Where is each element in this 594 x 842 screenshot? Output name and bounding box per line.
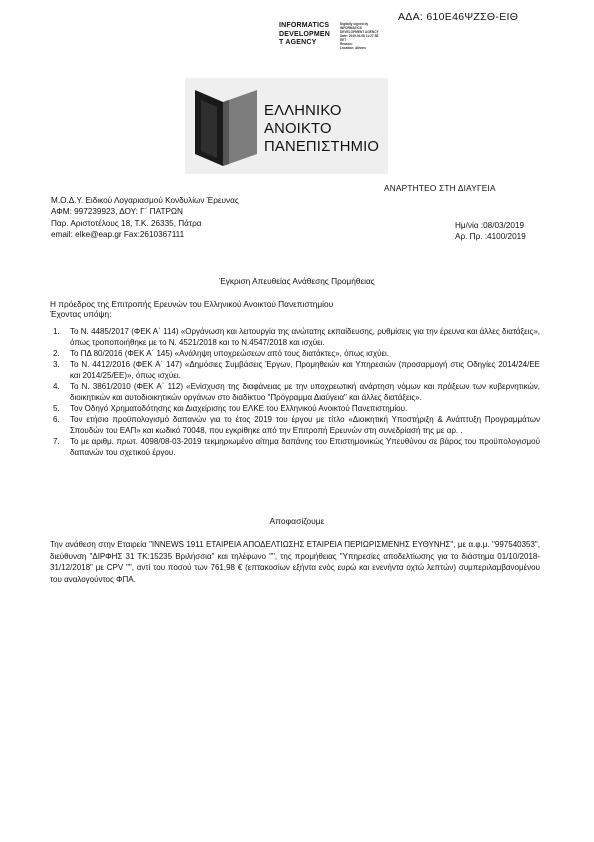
decision-heading: Αποφασίζουμε bbox=[269, 516, 325, 526]
decision-text: Την ανάθεση στην Εταιρεία "INNEWS 1911 ΕΤΑΙΡΕΙΑ ΑΠΟΔΕΛΤΙΩΣΗΣ ΕΤΑΙΡΕΙΑ ΠΕΡΙΩΡΙΣΜΕΝΗΣ ΕΥΘΥΝΗΣ", με α.φ.μ. "997540353", διεύθυνση "ΔΙΡΦΗΣ 31 ΤΚ:15235 Βριλήσσια" και τηλέφωνο "", της προμήθειας "Υπηρεσίες αποδελτίωσης για το διάστημα 01/10/2018-31/12/2018" με CPV "", αντί του ποσού των 761,98 € (επτακοσίων εξήντα ενός ευρώ και ενενήντα οχτώ λεπτών) συμπεριλαμβανομένου του αναλογούντος ΦΠΑ. bbox=[50, 540, 540, 584]
item-text: Τον Οδηγό Χρηματοδότησης και Διαχείρισης του ΕΛΚΕ του Ελληνικού Ανοικτού Πανεπιστημίου. bbox=[70, 404, 408, 413]
signature-details bbox=[340, 22, 390, 50]
signature-detail-line: EET bbox=[340, 38, 347, 42]
item-number: 6. bbox=[53, 415, 60, 424]
signature-detail-line: Digitally signed by bbox=[340, 22, 369, 26]
list-item bbox=[50, 326, 540, 348]
document-date: Ημ/νία :08/03/2019 bbox=[455, 221, 525, 230]
item-text: Το Ν. 4485/2017 (ΦΕΚ Α΄ 114) «Οργάνωση και λειτουργία της ανώτατης εκπαίδευσης, ρυθμίσεις για την έρευνα και άλλες διατάξεις», όπως τροποποιήθηκε με το Ν. 4521/2018 και το Ν.4547/2018 και ισχύει. bbox=[70, 327, 540, 347]
item-number: 5. bbox=[53, 404, 60, 413]
logo-line: ΑΝΟΙΚΤΟ bbox=[264, 121, 332, 137]
sender-line: Μ.Ο.Δ.Υ. Ειδικού Λογαριασμού Κονδυλίων Έρευνας bbox=[51, 196, 239, 205]
list-item bbox=[50, 403, 540, 414]
signature-line: T AGENCY bbox=[279, 39, 317, 46]
intro-line: Έχοντας υπόψη: bbox=[50, 309, 112, 319]
item-text: Το ΠΔ 80/2016 (ΦΕΚ Α΄ 145) «Ανάληψη υποχρεώσεων από τους διατάκτες», όπως ισχύει. bbox=[70, 349, 390, 358]
item-number: 3. bbox=[53, 360, 60, 369]
date-protocol-block bbox=[455, 220, 526, 243]
signature-detail-line: Reason: bbox=[340, 42, 353, 46]
logo-line: ΠΑΝΕΠΙΣΤΗΜΙΟ bbox=[264, 139, 380, 155]
logo-wordmark bbox=[264, 102, 379, 156]
signature-detail-line: INFORMATICS bbox=[340, 26, 362, 30]
ada-code: ΑΔΑ: 610Ε46ΨΖΣΘ-ΕΙΘ bbox=[398, 11, 519, 23]
item-text: Το Ν. 3861/2010 (ΦΕΚ Α΄ 112) «Ενίσχυση της διαφάνειας με την υποχρεωτική ανάρτηση νόμων και πράξεων των κυβερνητικών, διοικητικών και αυτοδιοικητικών οργάνων στο διαδίκτυο "Πρόγραμμα Διαύγεια" και άλλες διατάξεις». bbox=[70, 382, 540, 402]
considerations-list bbox=[50, 326, 540, 458]
logo-emblem-icon bbox=[185, 78, 265, 174]
sender-block bbox=[51, 195, 239, 241]
item-number: 2. bbox=[53, 349, 60, 358]
item-number: 4. bbox=[53, 382, 60, 391]
item-number: 1. bbox=[53, 327, 60, 336]
logo-line: ΕΛΛΗΝΙΚΟ bbox=[264, 103, 342, 119]
publish-note: ΑΝΑΡΤΗΤΕΟ ΣΤΗ ΔΙΑΥΓΕΙΑ bbox=[384, 183, 496, 193]
document-subject: Έγκριση Απευθείας Ανάθεσης Προμήθειας bbox=[219, 276, 375, 286]
signature-detail-line: Date: 2019.03.08 11:27:58 bbox=[340, 34, 379, 38]
item-text: Τον ετήσιο προϋπολογισμό δαπανών για το έτος 2019 του έργου με τίτλο «Διοικητική Υποστήριξη & Ανάπτυξη Προγραμμάτων Σπουδών του ΕΑΠ» και κωδικό 70048, που εγκρίθηκε από την Επιτροπή Ερευνών στη συνεδρίασή της με αρ. . bbox=[70, 415, 540, 435]
list-item bbox=[50, 414, 540, 436]
signature-organization bbox=[279, 22, 339, 48]
signature-detail-line: DEVELOPMENT AGENCY bbox=[340, 30, 379, 34]
signature-line: DEVELOPMEN bbox=[279, 30, 331, 38]
intro-block bbox=[50, 299, 333, 319]
list-item bbox=[50, 359, 540, 381]
item-text: Το με αριθμ. πρωτ. 4098/08-03-2019 τεκμηριωμένο αίτημα δαπάνης του Επιστημονικώς Υπευθύνου σε βάρος του προϋπολογισμού δαπανών του σχετικού έργου. bbox=[70, 437, 540, 457]
sender-line: Παρ. Αριστοτέλους 18, Τ.Κ. 26335, Πάτρα bbox=[51, 218, 202, 228]
signature-detail-line: Location: Athens bbox=[340, 46, 366, 50]
university-logo bbox=[185, 78, 388, 174]
signature-line: INFORMATICS bbox=[279, 22, 330, 29]
protocol-number: Αρ. Πρ. :4100/2019 bbox=[455, 232, 526, 242]
list-item bbox=[50, 381, 540, 403]
list-item bbox=[50, 436, 540, 458]
intro-line: Η πρόεδρος της Επιτροπής Ερευνών του Ελληνικού Ανοικτού Πανεπιστημίου bbox=[50, 299, 334, 309]
item-text: Το Ν. 4412/2016 (ΦΕΚ Α΄ 147) «Δημόσιες Συμβάσεις Έργων, Προμηθειών και Υπηρεσιών (προσαρμογή στις Οδηγίες 2014/24/ΕΕ και 2014/25/ΕΕ)», όπως ισχύει. bbox=[70, 360, 540, 380]
item-number: 7. bbox=[53, 437, 60, 446]
sender-line: email: elke@eap.gr Fax:2610367111 bbox=[51, 230, 185, 240]
sender-line: ΑΦΜ: 997239923, ΔΟΥ: Γ΄ ΠΑΤΡΩΝ bbox=[51, 207, 183, 217]
list-item bbox=[50, 348, 540, 359]
